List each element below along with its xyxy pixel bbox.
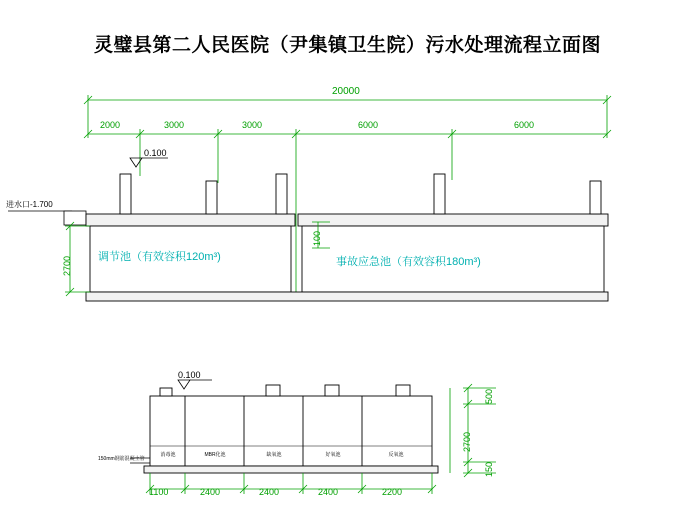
- plan-right-dim-2: 2700: [462, 431, 472, 452]
- plan-bottom-dim-5: 2200: [382, 487, 403, 497]
- plan-bottom-dim-3: 2400: [259, 487, 280, 497]
- inlet-elevation-label: 进水口-1.700: [6, 200, 53, 209]
- plan-bottom-dim-2: 2400: [200, 487, 221, 497]
- plan-right-dim-1: 500: [484, 388, 494, 404]
- elevation-total-dimension: 20000: [332, 86, 360, 97]
- plan-top-level-label: 0.100: [178, 370, 201, 380]
- elevation-height-dimension: 2700: [62, 255, 72, 276]
- tank-label-emergency: 事故应急池（有效容积180m³): [336, 256, 481, 268]
- elevation-wall-dimension: 100: [312, 230, 322, 246]
- plan-bottom-dim-4: 2400: [318, 487, 339, 497]
- plan-right-dim-3: 150: [484, 461, 494, 477]
- plan-tank-label-4: 好氧池: [325, 452, 341, 458]
- plan-bottom-dim-1: 1100: [149, 487, 169, 497]
- elevation-segment-dim-1: 2000: [100, 120, 121, 130]
- pipe-note-label: 150mm钢筋混凝土管: [98, 456, 145, 462]
- elevation-top-level-label: 0.100: [144, 148, 167, 158]
- plan-tank-label-5: 反氧池: [388, 452, 404, 458]
- plan-tank-label-2: MBR化池: [204, 452, 226, 458]
- plan-tank-label-1: 消毒池: [160, 452, 176, 458]
- elevation-segment-dim-4: 6000: [358, 120, 379, 130]
- elevation-segment-dim-5: 6000: [514, 120, 535, 130]
- elevation-segment-dim-3: 3000: [242, 120, 263, 130]
- elevation-segment-dim-2: 3000: [164, 120, 185, 130]
- plan-tank-label-3: 缺氧池: [266, 452, 282, 458]
- page-title: 灵璧县第二人民医院（尹集镇卫生院）污水处理流程立面图: [93, 35, 601, 56]
- tank-label-regulating: 调节池（有效容积120m³): [98, 251, 221, 263]
